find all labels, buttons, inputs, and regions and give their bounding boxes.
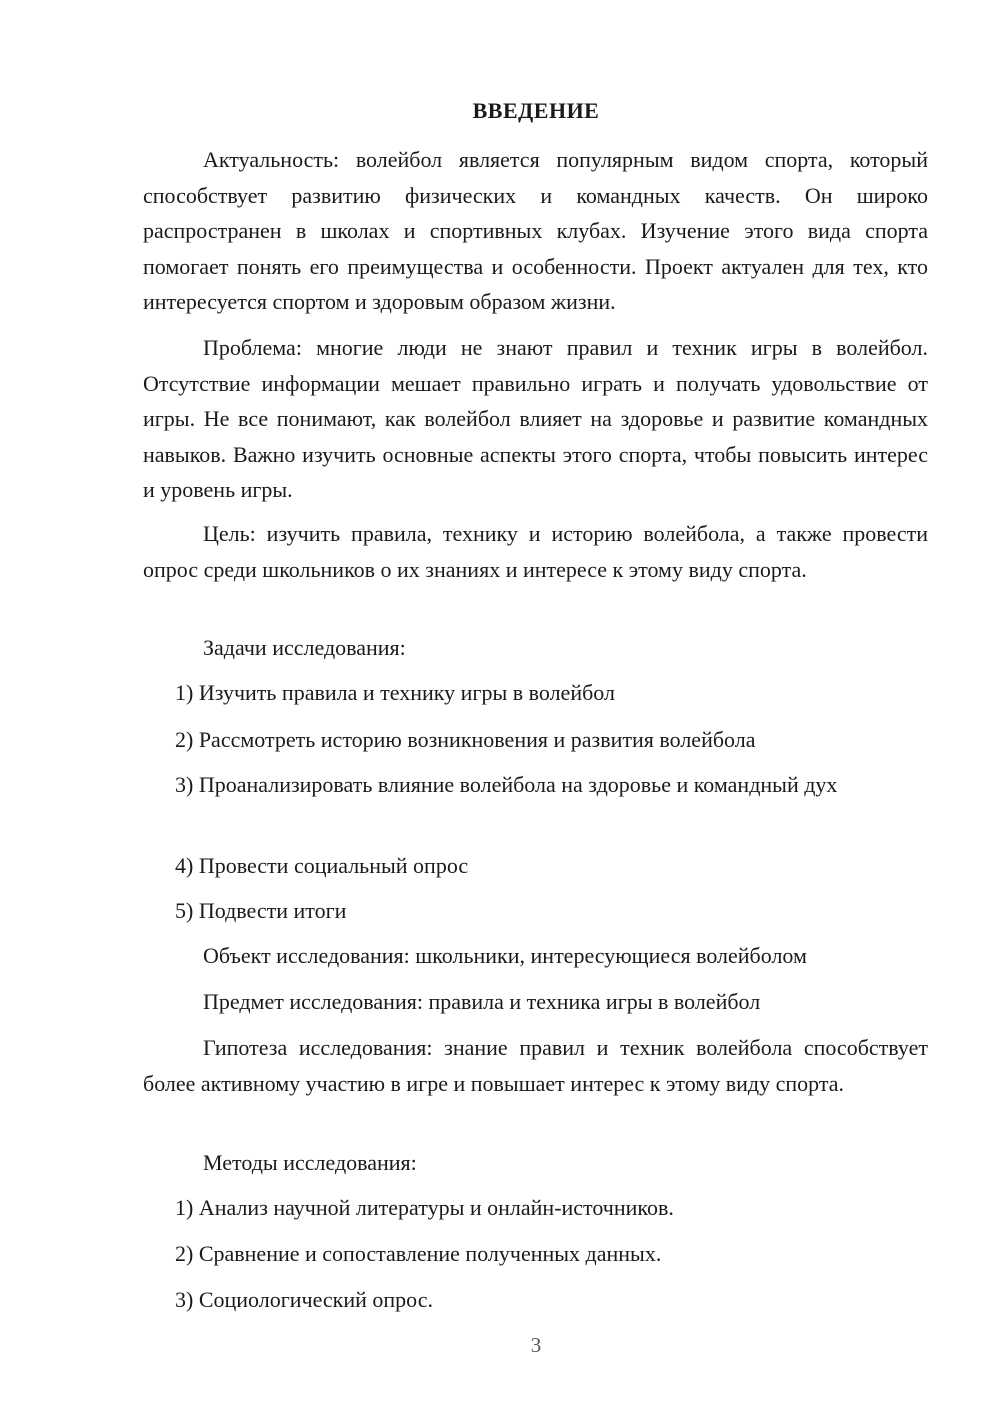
page-title: ВВЕДЕНИЕ xyxy=(472,98,600,123)
methods-heading: Методы исследования: xyxy=(203,1150,417,1175)
goal-paragraph: Цель: изучить правила, технику и историю волейбола, а также провести опрос среди школьников о их знаниях и интересе к этому виду спорта. xyxy=(143,521,928,582)
page-number: 3 xyxy=(530,1333,542,1357)
research-subject: Предмет исследования: правила и техника игры в волейбол xyxy=(203,989,761,1014)
task-item: 4) Провести социальный опрос xyxy=(175,853,469,878)
tasks-heading: Задачи исследования: xyxy=(203,635,406,660)
method-item: 2) Сравнение и сопоставление полученных данных. xyxy=(175,1241,662,1266)
task-item: 5) Подвести итоги xyxy=(175,898,347,923)
task-item: 1) Изучить правила и технику игры в волейбол xyxy=(175,680,615,705)
research-object: Объект исследования: школьники, интересующиеся волейболом xyxy=(203,943,807,968)
relevance-paragraph: Актуальность: волейбол является популярным видом спорта, который способствует развитию физических и командных качеств. Он широко распространен в школах и спортивных клубах. Изучение этого вида спорта помогает понять его преимущества и особенности. Проект актуален для тех, кто интересуется спортом и здоровым образом жизни. xyxy=(143,147,928,314)
method-item: 1) Анализ научной литературы и онлайн-источников. xyxy=(175,1195,674,1220)
task-item: 2) Рассмотреть историю возникновения и развития волейбола xyxy=(175,727,756,752)
hypothesis-paragraph: Гипотеза исследования: знание правил и техник волейбола способствует более активному участию в игре и повышает интерес к этому виду спорта. xyxy=(143,1035,928,1096)
problem-paragraph: Проблема: многие люди не знают правил и техник игры в волейбол. Отсутствие информации мешает правильно играть и получать удовольствие от игры. Не все понимают, как волейбол влияет на здоровье и развитие командных навыков. Важно изучить основные аспекты этого спорта, чтобы повысить интерес и уровень игры. xyxy=(143,335,928,502)
task-item: 3) Проанализировать влияние волейбола на здоровье и командный дух xyxy=(175,772,838,797)
method-item: 3) Социологический опрос. xyxy=(175,1287,433,1312)
